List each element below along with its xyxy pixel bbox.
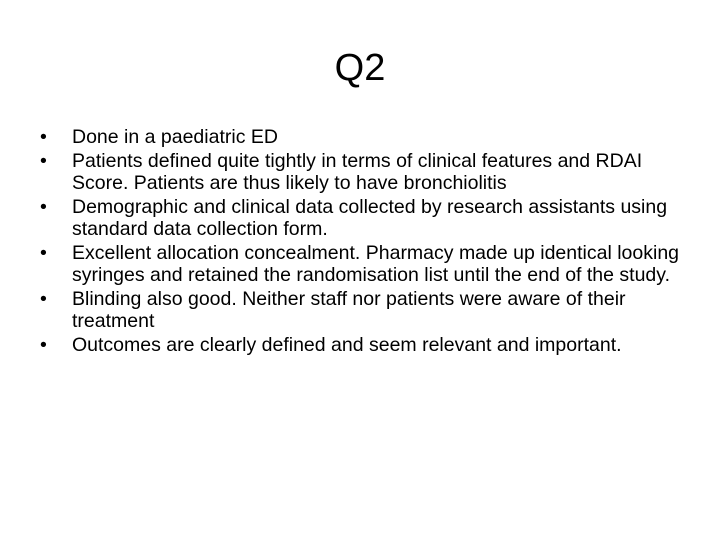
bullet-text: Excellent allocation concealment. Pharmacy made up identical looking syringes and retained the randomisation list until the end of the study. (72, 242, 680, 286)
bullet-icon: • (40, 288, 47, 310)
bullet-icon: • (40, 126, 47, 148)
bullet-item (40, 150, 690, 194)
bullet-text: Demographic and clinical data collected by research assistants using standard data collection form. (72, 196, 668, 240)
bullet-text: Blinding also good. Neither staff nor patients were aware of their treatment (72, 288, 626, 332)
bullet-item (40, 334, 690, 356)
bullet-item (40, 196, 690, 240)
slide-title: Q2 (334, 47, 386, 89)
bullet-item (40, 242, 690, 286)
bullet-icon: • (40, 150, 47, 172)
bullet-icon: • (40, 242, 47, 264)
bullet-text: Done in a paediatric ED (72, 126, 278, 148)
bullet-icon: • (40, 334, 47, 356)
bullet-icon: • (40, 196, 47, 218)
bullet-item (40, 126, 690, 148)
bullet-text: Patients defined quite tightly in terms of clinical features and RDAI Score. Patients are thus likely to have bronchiolitis (72, 150, 643, 194)
bullet-list (40, 126, 690, 358)
bullet-item (40, 288, 690, 332)
bullet-text: Outcomes are clearly defined and seem relevant and important. (72, 334, 622, 356)
